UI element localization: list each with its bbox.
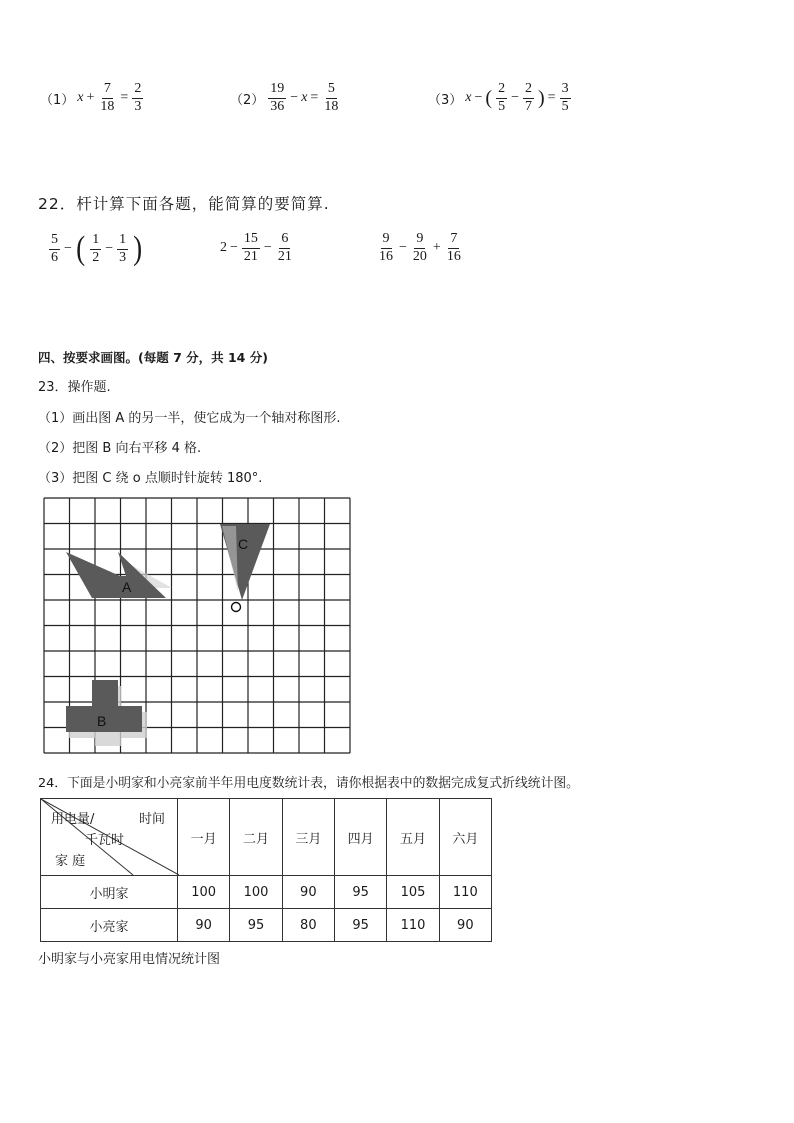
fraction: $\frac{5}{6}$ [51, 231, 58, 265]
fraction: $\frac{9}{20}$ [412, 231, 427, 264]
fraction: $\frac{3}{5}$ [561, 81, 569, 114]
expression-3 [376, 232, 464, 264]
equation-3 [428, 82, 572, 114]
fraction: $\frac{2}{5}$ [498, 81, 506, 114]
value-cell: 90 [439, 909, 491, 942]
right-paren: ) [537, 86, 545, 109]
header-time: 时间 [139, 812, 166, 827]
fraction: $\frac{2}{7}$ [524, 81, 532, 114]
operator: − [263, 240, 272, 256]
question-23-title: 23．操作题. [38, 380, 111, 395]
fraction: $\frac{5}{18}$ [324, 81, 339, 114]
rotation-point-o [232, 603, 241, 612]
value-cell: 110 [387, 909, 439, 942]
section-heading: 四、按要求画图。(每题 7 分，共 14 分) [38, 350, 268, 365]
month-cell: 四月 [334, 799, 386, 876]
question-22-title: 22．杆计算下面各题，能简算的要简算. [38, 195, 330, 213]
grid-figure [42, 496, 354, 760]
fraction: $\frac{6}{21}$ [277, 231, 292, 264]
usage-table [40, 798, 492, 942]
right-paren: ) [133, 230, 143, 267]
question-23-part-2: （2）把图 B 向右平移 4 格. [38, 441, 202, 456]
value-cell: 110 [439, 876, 491, 909]
shape-c [220, 524, 270, 612]
value-cell: 90 [282, 876, 334, 909]
value-cell: 80 [282, 909, 334, 942]
value-cell: 95 [334, 876, 386, 909]
family-name-cell: 小明家 [41, 876, 178, 909]
equals-sign: = [310, 90, 319, 106]
fraction: $\frac{19}{36}$ [270, 81, 285, 114]
family-name-cell: 小亮家 [41, 909, 178, 942]
operator: − [511, 90, 519, 106]
equation-2-label: （2） [230, 92, 265, 108]
variable-x: x [465, 90, 472, 106]
equals-sign: = [120, 90, 129, 106]
month-cell: 六月 [439, 799, 491, 876]
value-cell: 95 [334, 909, 386, 942]
left-paren: ( [485, 86, 493, 109]
equation-3-label: （3） [428, 92, 463, 108]
value-cell: 90 [178, 909, 230, 942]
fraction: $\frac{1}{3}$ [119, 231, 127, 265]
operator: + [432, 240, 441, 256]
variable-x: x [301, 90, 308, 106]
header-unit: 千瓦时 [85, 833, 125, 848]
number: 2 [220, 240, 227, 256]
table-row [41, 909, 492, 942]
value-cell: 95 [230, 909, 282, 942]
diagonal-header-cell [41, 799, 178, 876]
shape-a-label: A [122, 579, 132, 595]
shape-b [66, 680, 147, 746]
operator: − [64, 241, 72, 256]
fraction: $\frac{15}{21}$ [243, 231, 258, 264]
table-row [41, 876, 492, 909]
left-paren: ( [76, 230, 86, 267]
table-header-row [41, 799, 492, 876]
month-cell: 二月 [230, 799, 282, 876]
chart-caption: 小明家与小亮家用电情况统计图 [38, 952, 221, 967]
value-cell: 100 [230, 876, 282, 909]
month-cell: 三月 [282, 799, 334, 876]
operator: − [290, 90, 299, 106]
month-cell: 一月 [178, 799, 230, 876]
shape-b-label: B [97, 713, 107, 729]
operator: − [399, 240, 407, 256]
expression-2 [220, 232, 295, 264]
fraction: $\frac{1}{2}$ [92, 231, 100, 265]
variable-x: x [77, 90, 84, 106]
fraction: $\frac{2}{3}$ [134, 81, 142, 114]
operator: + [86, 90, 95, 106]
question-24-title: 24．下面是小明家和小亮家前半年用电度数统计表，请你根据表中的数据完成复式折线统计图。 [38, 776, 579, 791]
expression-1 [48, 232, 143, 266]
shape-c-label: C [238, 536, 249, 552]
operator: − [230, 240, 238, 256]
fraction: $\frac{7}{16}$ [446, 231, 461, 264]
value-cell: 100 [178, 876, 230, 909]
header-family: 家 庭 [55, 854, 86, 869]
operator: − [105, 241, 114, 256]
equation-1-label: （1） [40, 92, 75, 108]
value-cell: 105 [387, 876, 439, 909]
operator: − [474, 90, 483, 106]
fraction: $\frac{7}{18}$ [100, 81, 115, 114]
equals-sign: = [547, 90, 556, 106]
question-23-part-3: （3）把图 C 绕 o 点顺时针旋转 180°. [38, 471, 263, 486]
question-23-part-1: （1）画出图 A 的另一半，使它成为一个轴对称图形. [38, 411, 341, 426]
fraction: $\frac{9}{16}$ [379, 231, 393, 264]
equation-2 [230, 82, 341, 114]
header-usage: 用电量/ [51, 812, 95, 827]
month-cell: 五月 [387, 799, 439, 876]
equation-1 [40, 82, 144, 114]
